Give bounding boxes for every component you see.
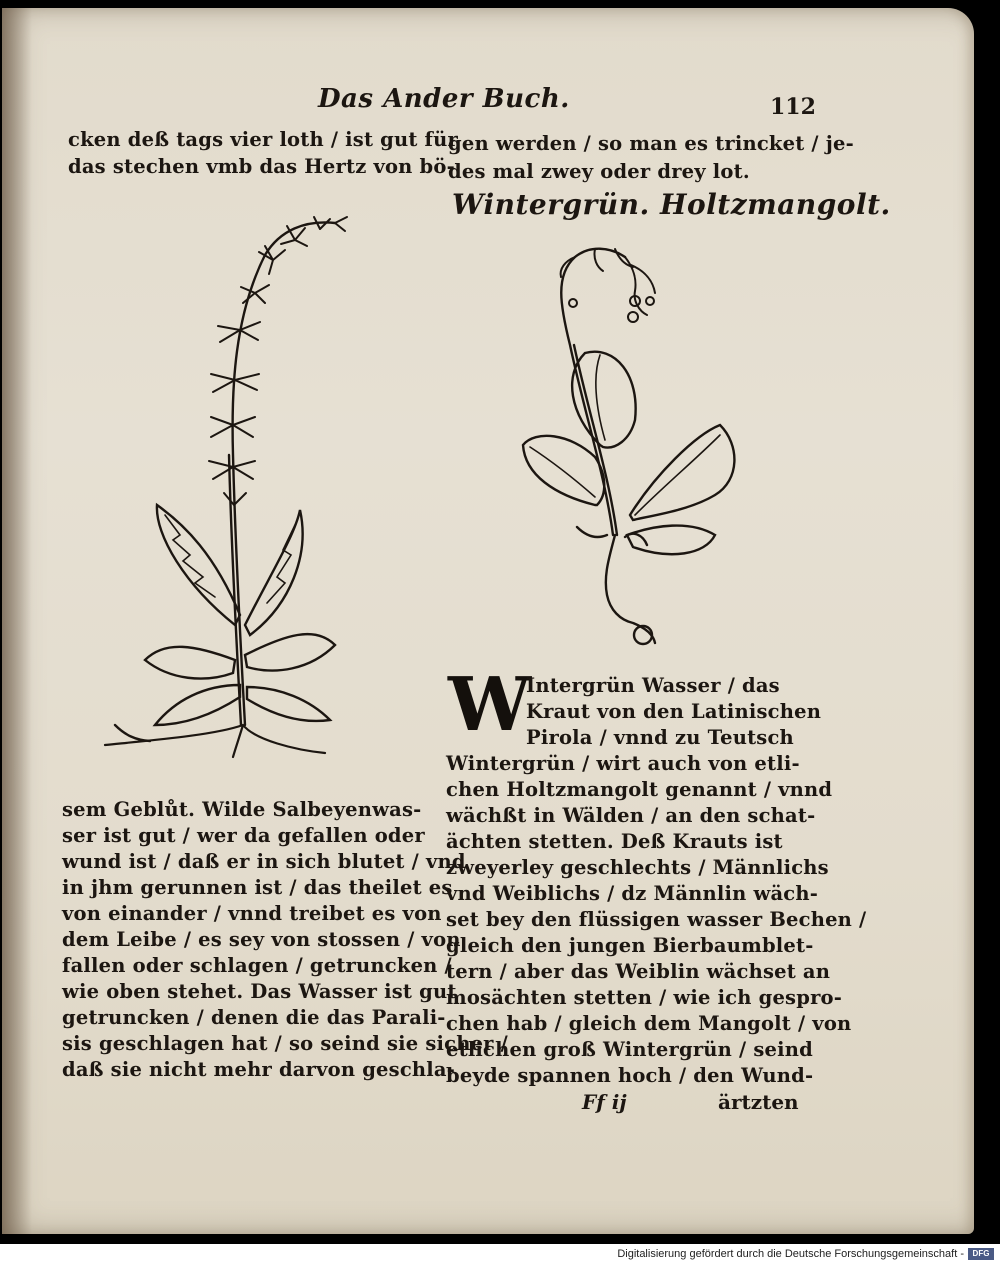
- right-body-line: Kraut von den Latinischen: [526, 700, 822, 723]
- left-body-line: wund ist / daß er in sich blutet / vnd: [62, 850, 466, 873]
- right-top-line: des mal zwey oder drey lot.: [448, 160, 750, 183]
- right-body-line: chen Holtzmangolt genannt / vnnd: [446, 778, 833, 801]
- left-body-line: in jhm gerunnen ist / das theilet es: [62, 876, 453, 899]
- drop-cap-initial: W: [448, 662, 532, 748]
- page-number: 112: [770, 94, 816, 120]
- left-body-line: wie oben stehet. Das Wasser ist gut: [62, 980, 457, 1003]
- left-body-line: sem Geblůt. Wilde Salbeyenwas-: [62, 798, 422, 821]
- section-title: Wintergrün. Holtzmangolt.: [452, 188, 891, 221]
- right-body-line: gleich den jungen Bierbaumblet-: [446, 934, 814, 957]
- dfg-logo-icon: DFG: [968, 1248, 994, 1260]
- page-gutter-shadow: [2, 8, 32, 1234]
- left-body-line: ser ist gut / wer da gefallen oder: [62, 824, 425, 847]
- right-body-line: tern / aber das Weiblin wächset an: [446, 960, 831, 983]
- right-body-line: zweyerley geschlechts / Männlichs: [446, 856, 829, 879]
- right-body-line: Wintergrün / wirt auch von etli-: [446, 752, 800, 775]
- right-body-line: Pirola / vnnd zu Teutsch: [526, 726, 794, 749]
- right-body-line: wächßt in Wälden / an den schat-: [446, 804, 816, 827]
- viewer-footer: [0, 1244, 1000, 1265]
- signature-mark: Ff ij: [582, 1090, 627, 1114]
- left-body-line: dem Leibe / es sey von stossen / von: [62, 928, 461, 951]
- right-body-line: Intergrün Wasser / das: [526, 674, 780, 697]
- left-body-line: sis geschlagen hat / so seind sie sicher /: [62, 1032, 508, 1055]
- right-body-line: etlichen groß Wintergrün / seind: [446, 1038, 813, 1061]
- left-body-line: von einander / vnnd treibet es von: [62, 902, 442, 925]
- right-body-line: chen hab / gleich dem Mangolt / von: [446, 1012, 852, 1035]
- right-top-line: gen werden / so man es trincket / je-: [448, 132, 854, 155]
- right-body-line: set bey den flüssigen wasser Bechen /: [446, 908, 867, 931]
- right-body-line: beyde spannen hoch / den Wund-: [446, 1064, 814, 1087]
- funding-credit: Digitalisierung gefördert durch die Deutsche Forschungsgemeinschaft -: [617, 1248, 964, 1260]
- right-body-line: ächten stetten. Deß Krauts ist: [446, 830, 783, 853]
- left-top-line: cken deß tags vier loth / ist gut für: [68, 128, 458, 151]
- left-body-line: daß sie nicht mehr darvon geschla-: [62, 1058, 456, 1081]
- left-top-line: das stechen vmb das Hertz von bö-: [68, 155, 455, 178]
- right-body-line: mosächten stetten / wie ich gespro-: [446, 986, 843, 1009]
- wintergreen-woodcut: [515, 235, 745, 655]
- running-head: Das Ander Buch.: [318, 84, 570, 114]
- left-body-line: fallen oder schlagen / getruncken /: [62, 954, 452, 977]
- catchword: ärtzten: [718, 1090, 799, 1114]
- wild-sage-woodcut: [95, 205, 360, 765]
- right-body-line: vnd Weiblichs / dz Männlin wäch-: [446, 882, 819, 905]
- left-body-line: getruncken / denen die das Parali-: [62, 1006, 446, 1029]
